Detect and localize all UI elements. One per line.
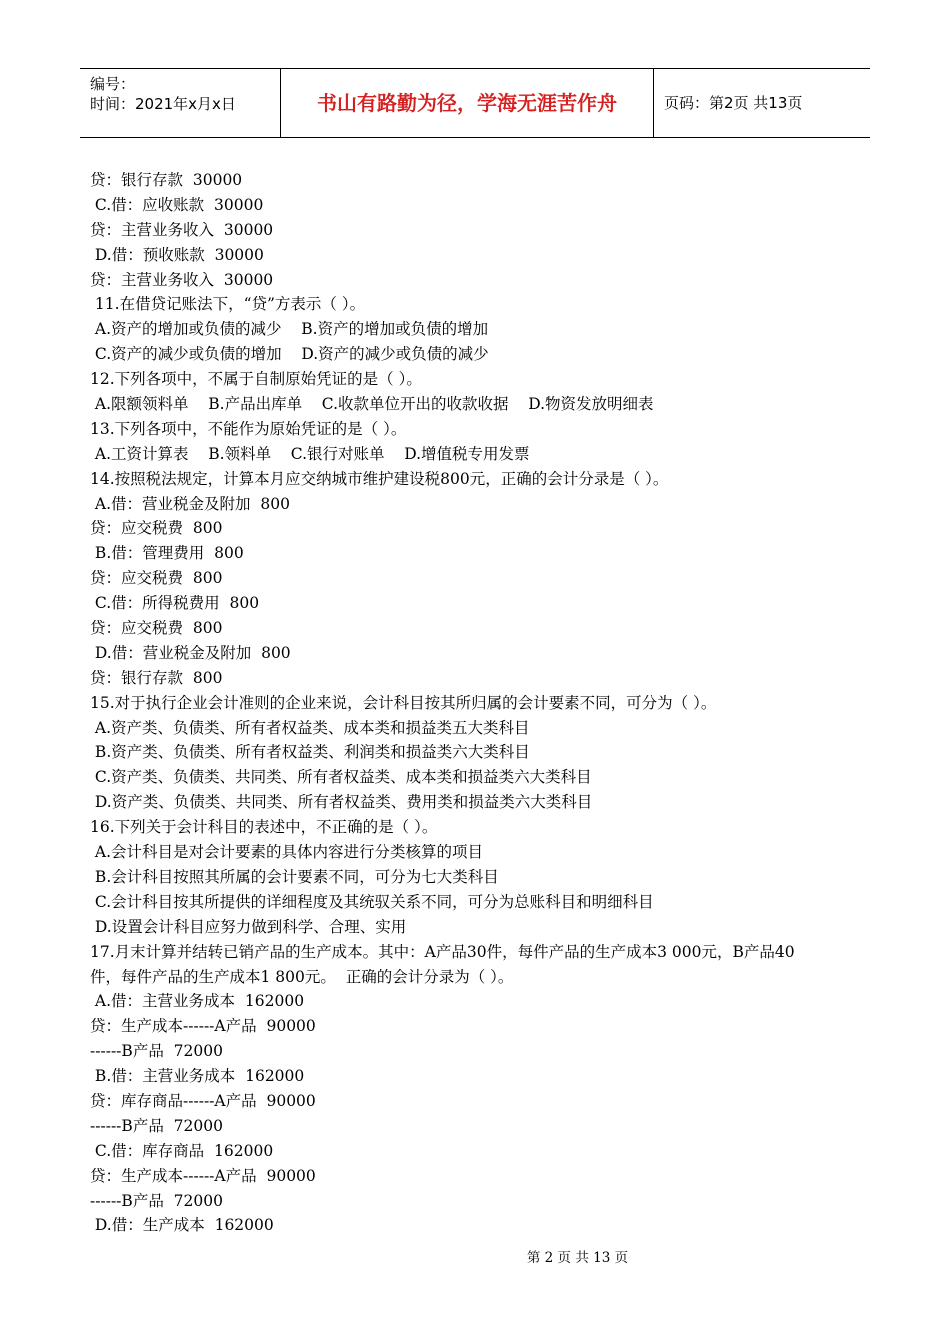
text-line: 17.月末计算并结转已销产品的生产成本。其中：A产品30件，每件产品的生产成本3 000元，B产品40 bbox=[90, 942, 795, 961]
document-code-label: 编号： bbox=[90, 75, 136, 93]
text-line: B.借：主营业务成本 162000 bbox=[90, 1067, 305, 1086]
text-line: A.工资计算表 B.领料单 C.银行对账单 D.增值税专用发票 bbox=[90, 444, 530, 463]
text-line: C.资产类、负债类、共同类、所有者权益类、成本类和损益类六大类科目 bbox=[90, 768, 592, 787]
text-line: A.会计科目是对会计要素的具体内容进行分类核算的项目 bbox=[90, 843, 484, 862]
text-line: A.借：营业税金及附加 800 bbox=[90, 494, 290, 513]
text-line: 14.按照税法规定，计算本月应交纳城市维护建设税800元，正确的会计分录是（ ）。 bbox=[90, 469, 669, 488]
text-line: 16.下列关于会计科目的表述中，不正确的是（ ）。 bbox=[90, 818, 438, 837]
text-line: A.资产类、负债类、所有者权益类、成本类和损益类五大类科目 bbox=[90, 718, 530, 737]
text-line: 贷：应交税费 800 bbox=[90, 619, 223, 638]
text-line: ------B产品 72000 bbox=[90, 1191, 223, 1210]
page-header bbox=[80, 68, 870, 138]
text-line: A.限额领料单 B.产品出库单 C.收款单位开出的收款收据 D.物资发放明细表 bbox=[90, 395, 654, 414]
text-line: 15.对于执行企业会计准则的企业来说，会计科目按其所归属的会计要素不同，可分为（ ）。 bbox=[90, 693, 717, 712]
text-line: A.借：主营业务成本 162000 bbox=[90, 992, 305, 1011]
text-line: ------B产品 72000 bbox=[90, 1116, 223, 1135]
text-line: B.资产类、负债类、所有者权益类、利润类和损益类六大类科目 bbox=[90, 743, 530, 762]
text-line: 13.下列各项中，不能作为原始凭证的是（ ）。 bbox=[90, 419, 407, 438]
text-line: C.借：库存商品 162000 bbox=[90, 1141, 274, 1160]
text-line: 贷：库存商品------A产品 90000 bbox=[90, 1091, 316, 1110]
text-line: 贷：银行存款 30000 bbox=[90, 171, 243, 189]
text-line: 贷：主营业务收入 30000 bbox=[90, 220, 274, 239]
text-line: 12.下列各项中，不属于自制原始凭证的是（ ）。 bbox=[90, 370, 422, 389]
page-footer bbox=[0, 1246, 950, 1266]
text-line: C.借：所得税费用 800 bbox=[90, 594, 260, 613]
text-line: C.借：应收账款 30000 bbox=[90, 195, 264, 214]
text-line: C.会计科目按其所提供的详细程度及其统驭关系不同，可分为总账科目和明细科目 bbox=[90, 892, 654, 911]
text-line: 贷：主营业务收入 30000 bbox=[90, 270, 274, 289]
text-line: 贷：生产成本------A产品 90000 bbox=[90, 1166, 316, 1185]
text-line: 贷：应交税费 800 bbox=[90, 519, 223, 538]
text-line: ------B产品 72000 bbox=[90, 1042, 223, 1061]
text-line: 贷：银行存款 800 bbox=[90, 668, 223, 687]
text-line: C.资产的减少或负债的增加 D.资产的减少或负债的减少 bbox=[90, 345, 489, 364]
text-line: A.资产的增加或负债的减少 B.资产的增加或负债的增加 bbox=[90, 320, 489, 339]
text-line: D.借：预收账款 30000 bbox=[90, 245, 264, 264]
header-page-info: 页码：第2页 共13页 bbox=[664, 94, 803, 112]
text-line: D.资产类、负债类、共同类、所有者权益类、费用类和损益类六大类科目 bbox=[90, 793, 593, 812]
text-line: D.借：营业税金及附加 800 bbox=[90, 643, 291, 662]
text-line: D.借：生产成本 162000 bbox=[90, 1216, 274, 1235]
text-line: B.借：管理费用 800 bbox=[90, 544, 244, 563]
text-line: 贷：生产成本------A产品 90000 bbox=[90, 1017, 316, 1036]
header-motto: 书山有路勤为径，学海无涯苦作舟 bbox=[281, 69, 654, 137]
header-meta bbox=[80, 69, 281, 137]
footer-page-number: 第 2 页 共 13 页 bbox=[526, 1250, 629, 1266]
text-line: 11.在借贷记账法下，“贷”方表示（ ）。 bbox=[90, 295, 366, 314]
text-line: B.会计科目按照其所属的会计要素不同，可分为七大类科目 bbox=[90, 867, 499, 886]
text-line: 贷：应交税费 800 bbox=[90, 569, 223, 588]
text-line: D.设置会计科目应努力做到科学、合理、实用 bbox=[90, 917, 407, 936]
document-body bbox=[90, 168, 880, 1238]
text-line: 件，每件产品的生产成本1 800元。 正确的会计分录为（ ）。 bbox=[90, 967, 514, 986]
document-time-label: 时间：2021年x月x日 bbox=[90, 95, 236, 113]
